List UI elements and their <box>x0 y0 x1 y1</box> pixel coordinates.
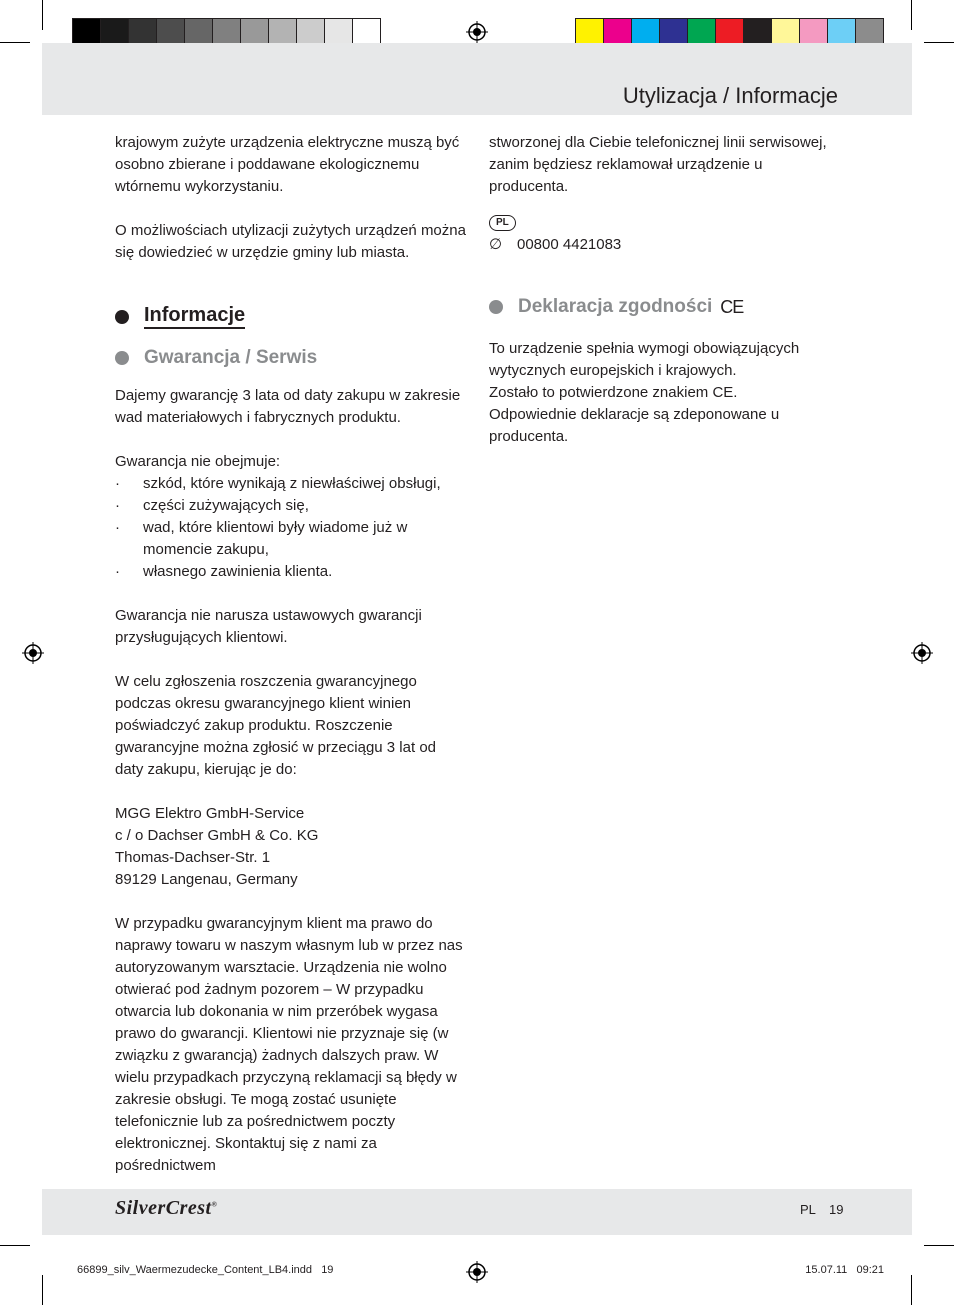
registration-mark-icon <box>22 642 44 664</box>
left-column <box>115 132 467 1177</box>
paragraph: Dajemy gwarancję 3 lata od daty zakupu w zakresie wad materiałowych i fabrycznych produktu. <box>115 387 461 426</box>
section-heading-gwarancja: Gwarancja / Serwis <box>115 347 467 369</box>
crop-mark <box>911 0 912 30</box>
process-color-bar <box>575 18 883 46</box>
hotline-row <box>489 234 841 256</box>
service-address <box>115 803 467 891</box>
registration-mark-icon <box>466 21 488 43</box>
ce-mark-icon: CE <box>720 297 744 317</box>
paragraph: W przypadku gwarancyjnym klient ma prawo do naprawy towaru w naszym własnym lub w przez nas autoryzowanym warsztacie. Urządzenia nie wolno otwierać pod żadnym pozorem – W przypadku otwarcia lub dokonania w nim przeróbek wygasa prawo do gwarancji. Klientowi nie przyznaje się (w związku z gwarancją) żadnych dalszych praw. W wielu przypadkach przyczyną reklamacji są błędy w zakresie obsługi. Te mogą zostać usunięte telefonicznie lub za pośrednictwem poczty elektronicznej. Skontaktuj się z nami za pośrednictwem <box>115 915 463 1174</box>
bullet-dot-icon <box>115 351 129 365</box>
section-heading-deklaracja: Deklaracja zgodności CE <box>489 296 841 318</box>
exclusions-list <box>115 473 467 583</box>
list-item: · wad, które klientowi były wiadome już w momencie zakupu, <box>115 519 408 558</box>
section-heading-informacje: Informacje <box>115 304 467 329</box>
list-item: · części zużywających się, <box>115 497 309 514</box>
address-line: 89129 Langenau, Germany <box>115 871 298 888</box>
paragraph: Odpowiednie deklaracje są zdeponowane u producenta. <box>489 406 780 445</box>
page-title: Utylizacja / Informacje <box>622 83 838 108</box>
address-line: MGG Elektro GmbH-Service <box>115 805 305 822</box>
paragraph: To urządzenie spełnia wymogi obowiązujących wytycznych europejskich i krajowych. <box>489 340 800 379</box>
gray-color-bar <box>72 18 380 46</box>
bullet-dot-icon <box>489 300 503 314</box>
crop-mark <box>0 1245 30 1246</box>
paragraph: Gwarancja nie narusza ustawowych gwarancji przysługujących klientowi. <box>115 607 422 646</box>
crop-mark <box>924 42 954 43</box>
paragraph: W celu zgłoszenia roszczenia gwarancyjnego podczas okresu gwarancyjnego klient winien poświadczyć zakup produktu. Roszczenie gwarancyjne można zgłosić w przeciągu 3 lat od daty zakupu, kierując je do: <box>115 673 436 778</box>
country-badge: PL <box>489 215 516 231</box>
crop-mark <box>42 0 43 30</box>
paragraph: O możliwościach utylizacji zużytych urządzeń można się dowiedzieć w urzędzie gminy lub miasta. <box>115 222 466 261</box>
paragraph: Gwarancja nie obejmuje: <box>115 453 281 470</box>
slug-filename: 66899_silv_Waermezudecke_Content_LB4.indd 19 <box>77 1264 334 1276</box>
phone-icon: ∅ <box>489 236 503 253</box>
page-number: PL 19 <box>800 1202 844 1217</box>
crop-mark <box>911 1275 912 1305</box>
paragraph: Zostało to potwierdzone znakiem CE. <box>489 384 738 401</box>
phone-number: 00800 4421083 <box>517 236 622 253</box>
paragraph: stworzonej dla Ciebie telefonicznej linii serwisowej, zanim będziesz reklamował urządzenie u producenta. <box>489 134 827 195</box>
crop-mark <box>924 1245 954 1246</box>
bullet-dot-icon <box>115 310 129 324</box>
crop-mark <box>0 42 30 43</box>
list-item: · własnego zawinienia klienta. <box>115 563 333 580</box>
address-line: Thomas-Dachser-Str. 1 <box>115 849 271 866</box>
address-line: c / o Dachser GmbH & Co. KG <box>115 827 319 844</box>
crop-mark <box>42 1275 43 1305</box>
right-column <box>489 132 841 448</box>
registration-mark-icon <box>466 1261 488 1283</box>
list-item: · szkód, które wynikają z niewłaściwej obsługi, <box>115 475 441 492</box>
brand-logo: SilverCrest® <box>115 1197 218 1219</box>
registration-mark-icon <box>911 642 933 664</box>
paragraph: krajowym zużyte urządzenia elektryczne muszą być osobno zbierane i poddawane ekologicznemu wtórnemu wykorzystaniu. <box>115 134 460 195</box>
slug-date: 15.07.11 09:21 <box>805 1264 884 1276</box>
